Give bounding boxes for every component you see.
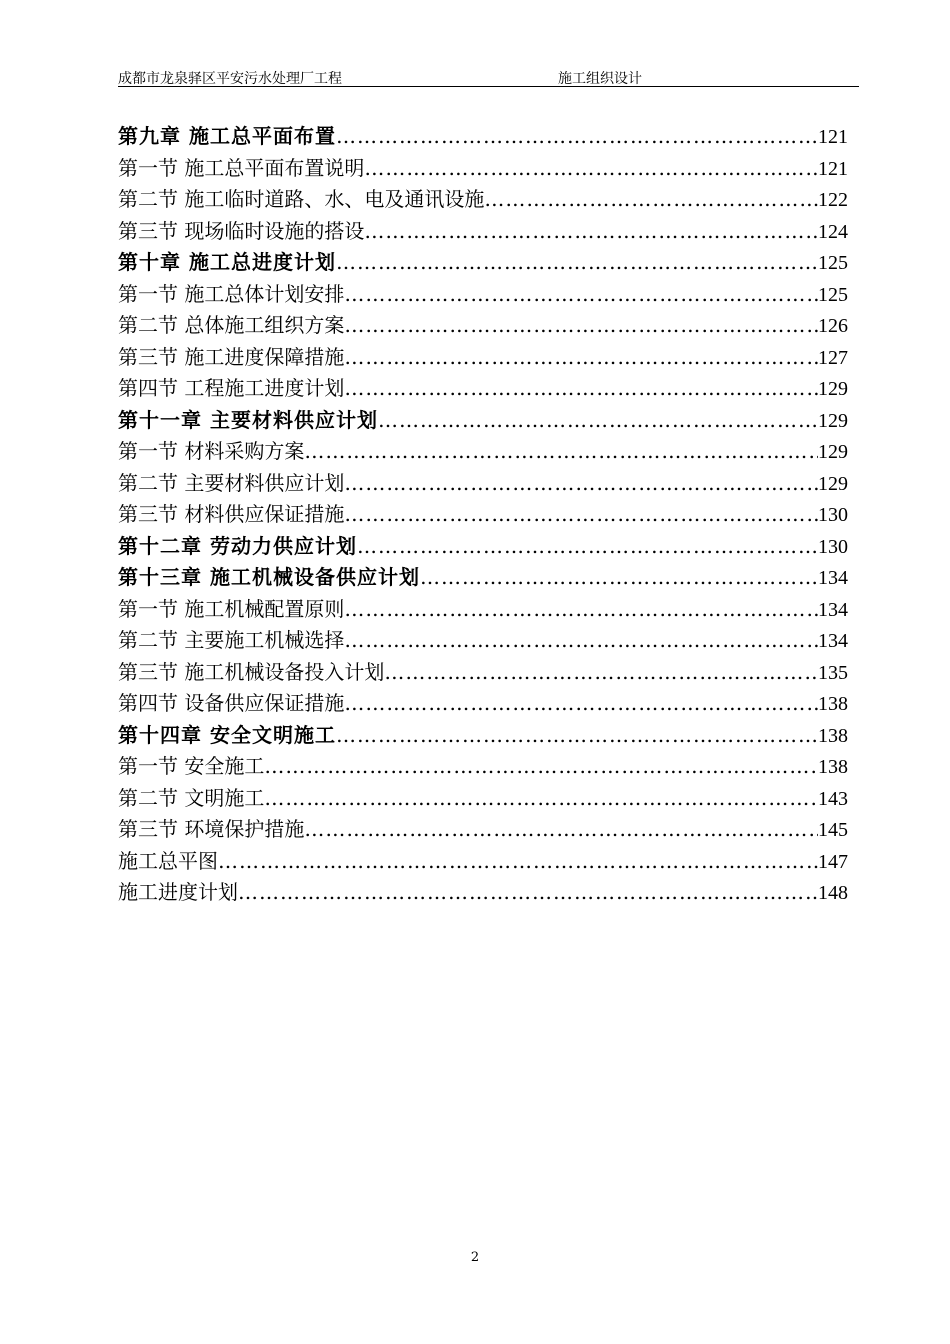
toc-dot-leader <box>344 502 818 526</box>
toc-entry-title: 第一节 施工总体计划安排 <box>118 281 345 306</box>
toc-entry-page: 125 <box>818 252 848 274</box>
toc-dot-leader <box>378 408 818 432</box>
toc-entry-title: 第十二章 劳动力供应计划 <box>118 533 357 558</box>
toc-entry-page: 129 <box>818 441 848 463</box>
toc-entry-page: 134 <box>818 598 848 621</box>
toc-dot-leader <box>344 345 818 369</box>
project-name: 成都市龙泉驿区平安污水处理厂工程 <box>118 71 342 87</box>
toc-entry-page: 138 <box>818 724 848 747</box>
toc-entry-page: 148 <box>818 882 848 904</box>
toc-section-entry[interactable] <box>118 278 848 310</box>
toc-entry-title: 第二节 施工临时道路、水、电及通讯设施 <box>118 187 485 211</box>
toc-dot-leader <box>384 660 818 684</box>
toc-entry-title: 第三节 材料供应保证措施 <box>118 502 345 526</box>
toc-entry-page: 138 <box>818 756 848 778</box>
toc-dot-leader <box>344 597 818 621</box>
toc-entry-title: 第十章 施工总进度计划 <box>118 250 336 274</box>
toc-dot-leader <box>364 219 818 243</box>
toc-entry-page: 145 <box>818 819 848 841</box>
toc-entry-title: 第十一章 主要材料供应计划 <box>118 407 378 432</box>
toc-entry-page: 134 <box>818 630 848 652</box>
toc-entry-title: 第一节 施工机械配置原则 <box>118 596 345 621</box>
toc-section-entry[interactable] <box>118 372 848 404</box>
toc-entry-page: 126 <box>818 315 848 337</box>
toc-entry-page: 129 <box>818 409 848 432</box>
toc-entry-title: 第二节 主要材料供应计划 <box>118 470 345 495</box>
toc-chapter-entry[interactable] <box>118 561 848 593</box>
toc-entry-title: 第二节 主要施工机械选择 <box>118 628 345 652</box>
toc-entry-page: 121 <box>818 157 848 180</box>
toc-entry-page: 130 <box>818 535 848 558</box>
toc-entry-page: 124 <box>818 220 848 243</box>
toc-section-entry[interactable] <box>118 876 848 908</box>
toc-chapter-entry[interactable] <box>118 120 848 152</box>
toc-entry-page: 135 <box>818 661 848 684</box>
toc-entry-page: 129 <box>818 378 848 400</box>
toc-dot-leader <box>344 376 818 400</box>
toc-entry-page: 138 <box>818 693 848 715</box>
toc-dot-leader <box>264 786 818 810</box>
document-type: 施工组织设计 <box>558 71 642 87</box>
toc-section-entry[interactable] <box>118 309 848 341</box>
toc-entry-title: 第一节 安全施工 <box>118 754 265 778</box>
toc-chapter-entry[interactable] <box>118 404 848 436</box>
toc-entry-page: 143 <box>818 787 848 810</box>
toc-dot-leader <box>218 849 818 873</box>
toc-section-entry[interactable] <box>118 782 848 814</box>
toc-section-entry[interactable] <box>118 467 848 499</box>
page-header <box>118 66 859 87</box>
toc-section-entry[interactable] <box>118 750 848 782</box>
toc-dot-leader <box>344 282 818 306</box>
toc-dot-leader <box>344 628 818 652</box>
toc-entry-title: 第十三章 施工机械设备供应计划 <box>118 565 420 589</box>
toc-dot-leader <box>336 124 818 148</box>
toc-entry-title: 施工总平图 <box>118 848 218 873</box>
toc-section-entry[interactable] <box>118 656 848 688</box>
toc-entry-page: 130 <box>818 504 848 526</box>
toc-section-entry[interactable] <box>118 624 848 656</box>
table-of-contents <box>118 120 848 908</box>
toc-entry-title: 第四节 工程施工进度计划 <box>118 376 345 400</box>
toc-section-entry[interactable] <box>118 845 848 877</box>
toc-entry-page: 134 <box>818 567 848 589</box>
toc-entry-title: 第三节 现场临时设施的搭设 <box>118 218 365 243</box>
toc-section-entry[interactable] <box>118 687 848 719</box>
toc-entry-title: 第一节 施工总平面布置说明 <box>118 155 365 180</box>
toc-entry-title: 第四节 设备供应保证措施 <box>118 691 345 715</box>
toc-dot-leader <box>304 817 818 841</box>
toc-dot-leader <box>344 691 818 715</box>
toc-dot-leader <box>336 250 818 274</box>
toc-entry-title: 第九章 施工总平面布置 <box>118 124 336 148</box>
toc-section-entry[interactable] <box>118 341 848 373</box>
toc-entry-page: 127 <box>818 346 848 369</box>
toc-section-entry[interactable] <box>118 152 848 184</box>
toc-entry-title: 第三节 施工机械设备投入计划 <box>118 659 385 684</box>
toc-dot-leader <box>264 754 818 778</box>
toc-entry-page: 121 <box>818 126 848 148</box>
toc-entry-title: 第三节 施工进度保障措施 <box>118 344 345 369</box>
toc-dot-leader <box>420 565 818 589</box>
toc-section-entry[interactable] <box>118 183 848 215</box>
toc-entry-page: 122 <box>818 189 848 211</box>
toc-dot-leader <box>238 880 818 904</box>
toc-entry-page: 147 <box>818 850 848 873</box>
toc-dot-leader <box>344 313 818 337</box>
toc-entry-title: 第十四章 安全文明施工 <box>118 722 336 747</box>
toc-section-entry[interactable] <box>118 593 848 625</box>
toc-chapter-entry[interactable] <box>118 719 848 751</box>
toc-section-entry[interactable] <box>118 498 848 530</box>
toc-chapter-entry[interactable] <box>118 530 848 562</box>
toc-section-entry[interactable] <box>118 215 848 247</box>
toc-section-entry[interactable] <box>118 435 848 467</box>
toc-section-entry[interactable] <box>118 813 848 845</box>
toc-dot-leader <box>304 439 818 463</box>
toc-entry-page: 129 <box>818 472 848 495</box>
toc-dot-leader <box>336 723 818 747</box>
toc-entry-title: 第二节 总体施工组织方案 <box>118 313 345 337</box>
toc-entry-title: 第一节 材料采购方案 <box>118 439 305 463</box>
toc-entry-title: 第二节 文明施工 <box>118 785 265 810</box>
toc-entry-title: 第三节 环境保护措施 <box>118 817 305 841</box>
toc-chapter-entry[interactable] <box>118 246 848 278</box>
toc-dot-leader <box>484 187 818 211</box>
toc-dot-leader <box>344 471 818 495</box>
toc-dot-leader <box>357 534 818 558</box>
toc-entry-page: 125 <box>818 283 848 306</box>
toc-dot-leader <box>364 156 818 180</box>
toc-entry-title: 施工进度计划 <box>118 880 238 904</box>
page-number: 2 <box>470 1250 480 1265</box>
